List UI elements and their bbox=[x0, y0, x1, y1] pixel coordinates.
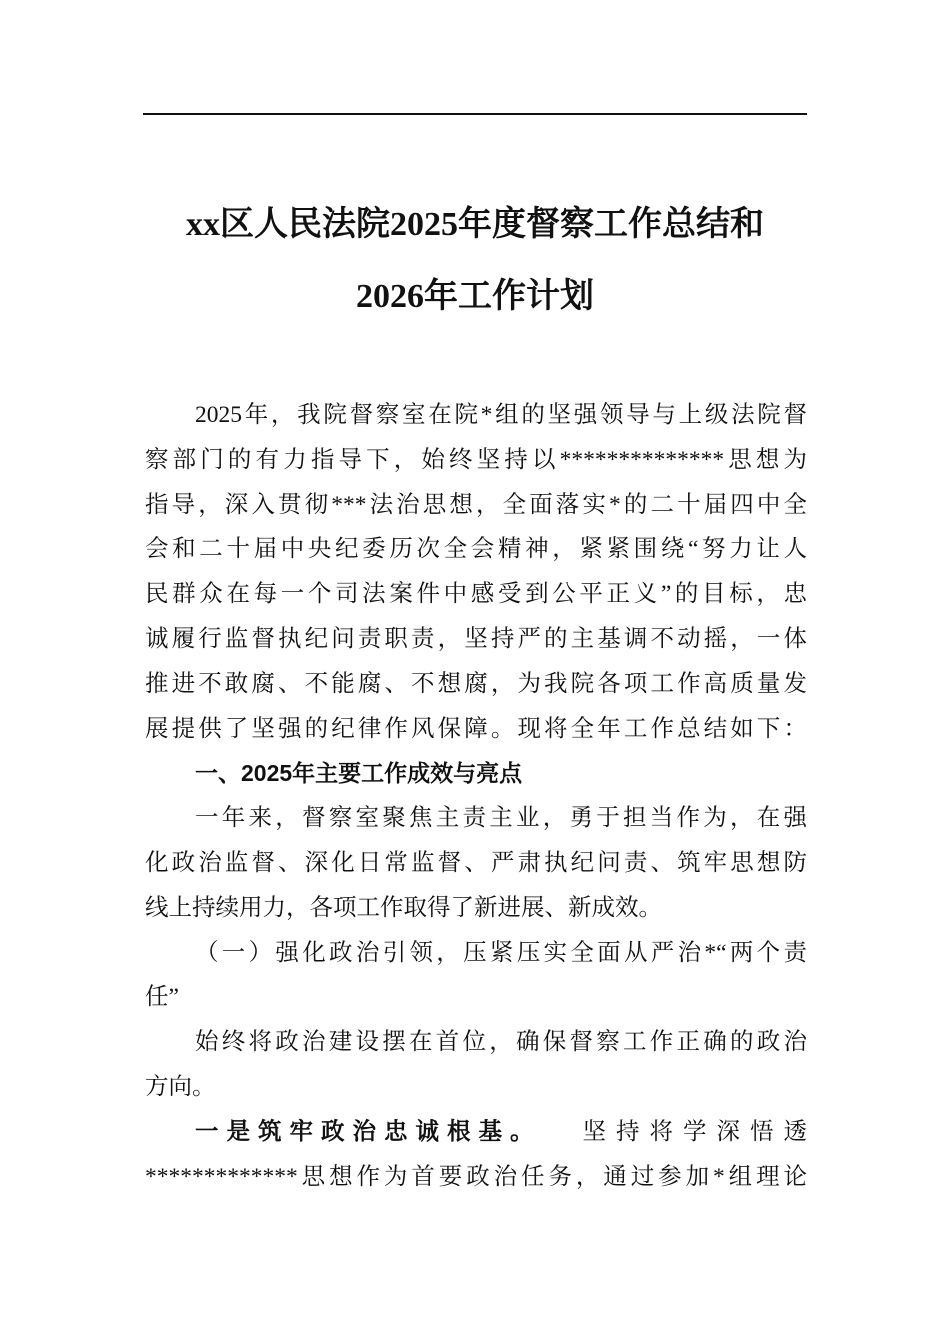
document-body bbox=[145, 393, 817, 1199]
text-line: 诚履行监督执纪问责职责，坚持严的主基调不动摇，一体 bbox=[145, 625, 807, 652]
section-heading: 一、2025年主要工作成效与亮点 bbox=[195, 760, 523, 787]
text-line: 一年来，督察室聚焦主责主业，勇于担当作为，在强 bbox=[195, 805, 807, 832]
document-title-line2: 2026年工作计划 bbox=[356, 278, 594, 315]
text-line: *************思想作为首要政治任务，通过参加*组理论 bbox=[145, 1163, 807, 1190]
text-line: 化政治监督、深化日常监督、严肃执纪问责、筑牢思想防 bbox=[145, 849, 807, 876]
text-line: 2025年，我院督察室在院*组的坚强领导与上级法院督 bbox=[195, 402, 807, 428]
text-line: 展提供了坚强的纪律作风保障。现将全年工作总结如下： bbox=[145, 715, 807, 742]
text-line: 始终将政治建设摆在首位，确保督察工作正确的政治 bbox=[195, 1029, 807, 1056]
text-line: 线上持续用力，各项工作取得了新进展、新成效。 bbox=[145, 894, 662, 921]
text-line: 任” bbox=[145, 984, 179, 1011]
subsection-paragraph bbox=[145, 1020, 807, 1110]
intro-paragraph bbox=[145, 393, 807, 751]
point-paragraph bbox=[145, 1110, 817, 1200]
text-line: 推进不敢腐、不能腐、不想腐，为我院各项工作高质量发 bbox=[145, 670, 807, 697]
point-text: 坚持将学深悟透 bbox=[582, 1118, 817, 1145]
document-title-line1: xx区人民法院2025年度督察工作总结和 bbox=[186, 206, 764, 243]
text-line: 察部门的有力指导下，始终坚持以**************思想为 bbox=[145, 446, 807, 473]
point-lead: 一是筑牢政治忠诚根基。 bbox=[195, 1118, 542, 1145]
section-paragraph bbox=[145, 796, 807, 930]
text-line bbox=[145, 1110, 817, 1155]
text-line: 方向。 bbox=[145, 1073, 216, 1100]
text-line: （一）强化政治引领，压紧压实全面从严治*“两个责 bbox=[195, 939, 807, 966]
subsection-heading bbox=[145, 931, 807, 1021]
text-line: 会和二十届中央纪委历次全会精神，紧紧围绕“努力让人 bbox=[145, 536, 807, 563]
header-rule bbox=[143, 113, 807, 115]
text-line: 民群众在每一个司法案件中感受到公平正义”的目标，忠 bbox=[145, 581, 807, 608]
text-line: 指导，深入贯彻***法治思想，全面落实*的二十届四中全 bbox=[145, 491, 807, 518]
